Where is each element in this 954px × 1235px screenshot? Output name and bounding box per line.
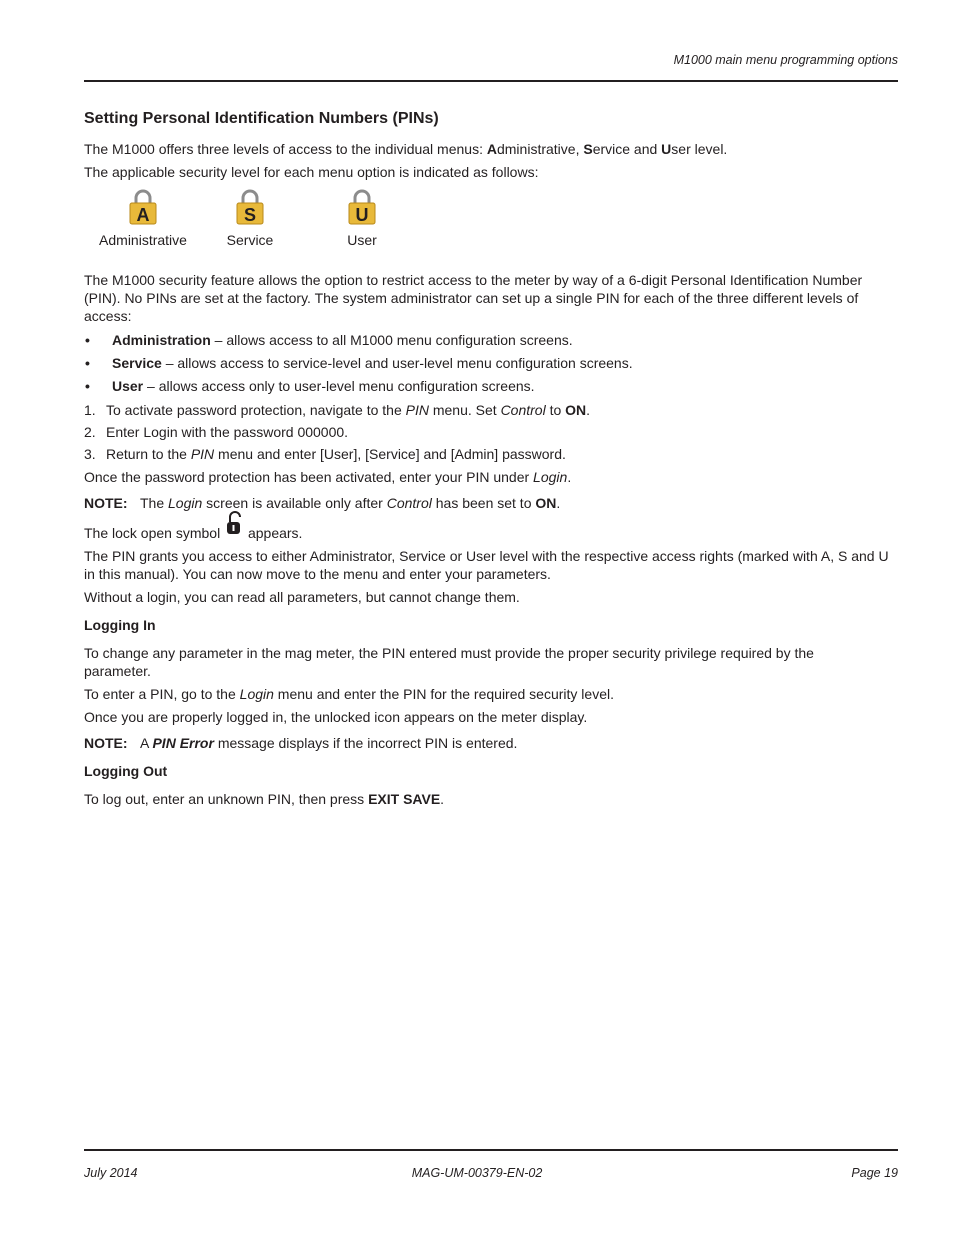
header-rule [84,80,898,82]
page-content [84,108,900,813]
service-level [200,189,300,249]
logging-in-paragraph-3: Once you are properly logged in, the unlocked icon appears on the meter display. [84,709,588,725]
security-level-legend [84,189,900,265]
footer-doc-id: MAG-UM-00379-EN-02 [411,1166,543,1180]
logging-in-paragraph-1: To change any parameter in the mag meter, the PIN entered must provide the proper security privilege required by the parameter. [84,645,814,679]
admin-level [93,189,193,249]
list-item: • Administration – allows access to all M1000 menu configuration screens. [85,332,573,348]
note-login: NOTE: The Login screen is available only after Control has been set to ON. [84,495,561,511]
logging-out-heading: Logging Out [84,763,168,779]
running-header: M1000 main menu programming options [673,53,898,67]
lock-caption: Service [226,232,274,248]
user-level [312,189,412,249]
lock-open-icon [226,511,242,535]
logging-in-heading: Logging In [84,617,156,633]
activated-paragraph: Once the password protection has been activated, enter your PIN under Login. [84,469,572,485]
intro-paragraph: The M1000 offers three levels of access to the individual menus: Administrative, Service and User level. [84,141,728,157]
footer-rule [84,1149,898,1151]
footer-page-number: Page 19 [851,1166,898,1180]
lock-caption: Administrative [99,232,187,248]
footer-date: July 2014 [84,1166,138,1180]
svg-text:S: S [243,205,257,225]
access-level-list [84,331,900,395]
security-level-intro: The applicable security level for each menu option is indicated as follows: [84,164,539,180]
security-feature-paragraph: The M1000 security feature allows the option to restrict access to the meter by way of a 6-digit Personal Identification Number (PIN). No PINs are set at the factory. The system administrator can set up a single PIN for each of the three different levels of access: [84,272,863,324]
lock-open-paragraph: The lock open symbol appears. [84,517,900,542]
note-pin-error: NOTE: A PIN Error message displays if the incorrect PIN is entered. [84,735,518,751]
svg-text:U: U [355,205,369,225]
list-item: • Service – allows access to service-level and user-level menu configuration screens. [85,355,633,371]
svg-text:A: A [136,205,150,225]
lock-caption: User [347,232,377,248]
logging-out-paragraph: To log out, enter an unknown PIN, then press EXIT SAVE. [84,791,445,807]
step-item: 3. Return to the PIN menu and enter [User], [Service] and [Admin] password. [84,446,566,462]
activation-steps [84,401,900,463]
section-title: Setting Personal Identification Numbers (PINs) [84,110,439,127]
step-item: 1. To activate password protection, navigate to the PIN menu. Set Control to ON. [84,402,591,418]
logging-in-paragraph-2: To enter a PIN, go to the Login menu and enter the PIN for the required security level. [84,686,614,702]
lock-a-icon [128,189,158,225]
step-item: 2. Enter Login with the password 000000. [84,424,349,440]
pin-grants-paragraph: The PIN grants you access to either Administrator, Service or User level with the respective access rights (marked with A, S and U in this manual). You can now move to the menu and enter your parameters. [84,548,889,582]
list-item: • User – allows access only to user-level menu configuration screens. [85,378,535,394]
lock-u-icon [347,189,377,225]
without-login-paragraph: Without a login, you can read all parameters, but cannot change them. [84,589,520,605]
lock-s-icon [235,189,265,225]
